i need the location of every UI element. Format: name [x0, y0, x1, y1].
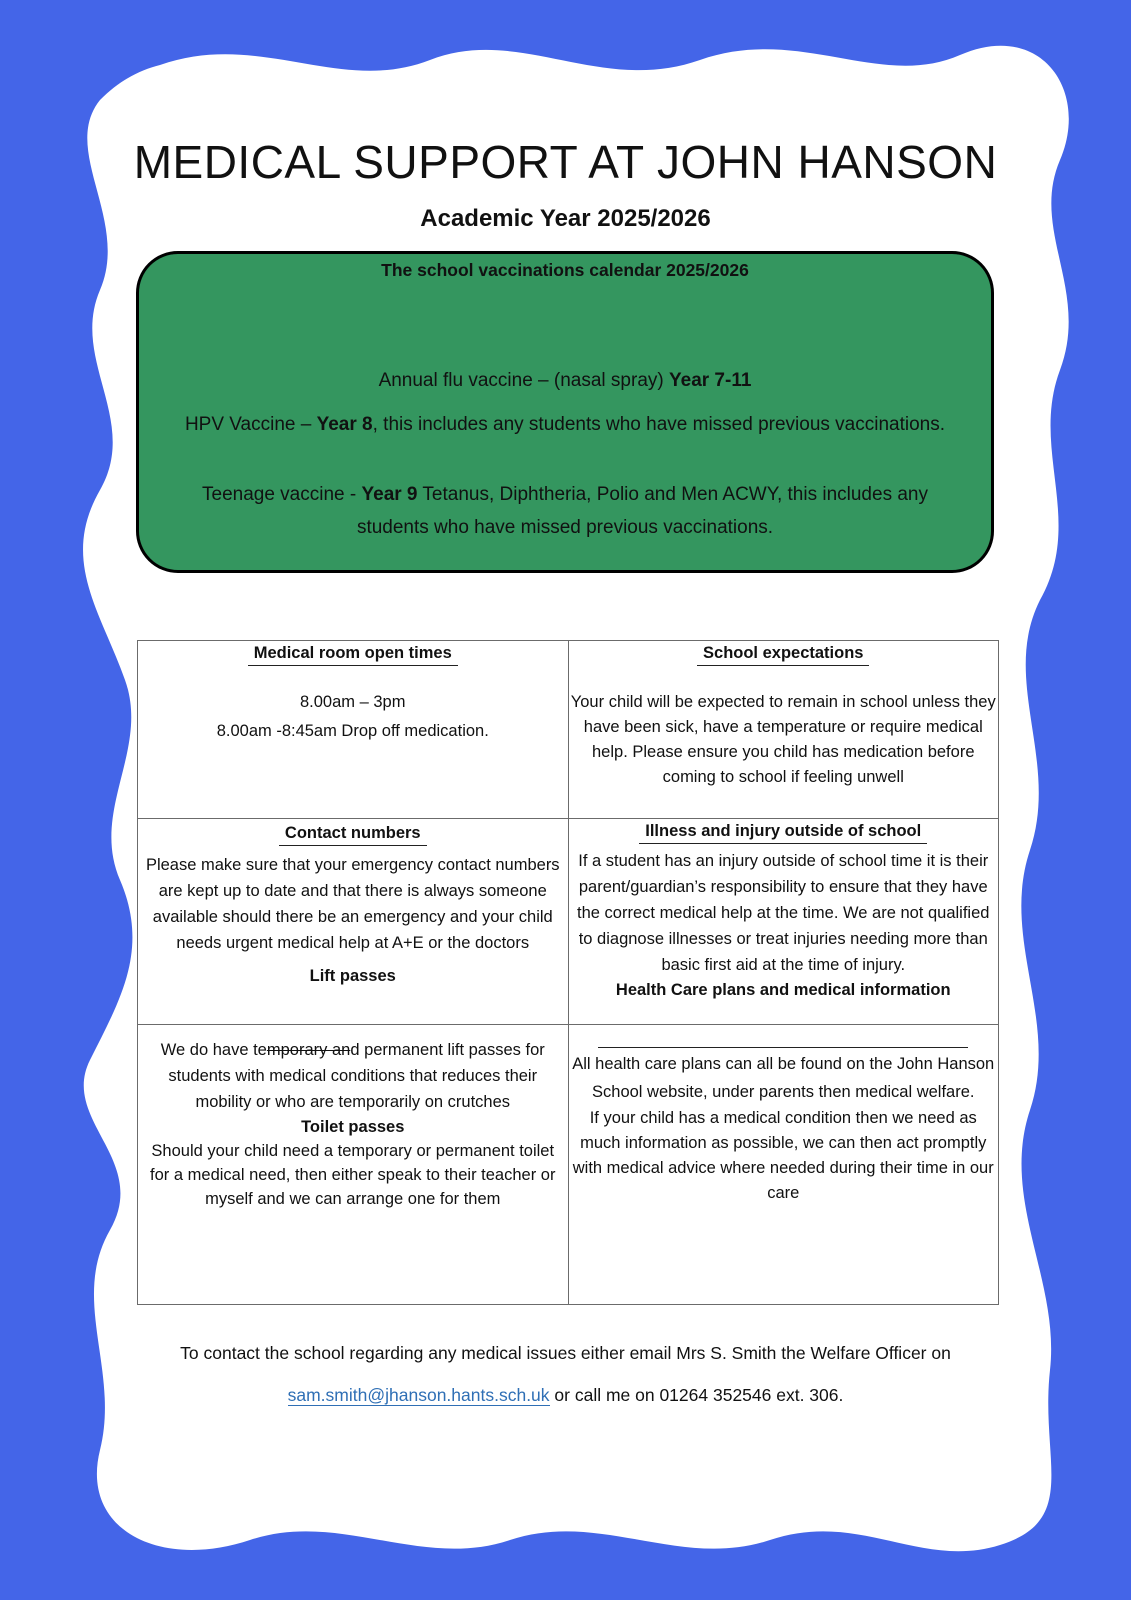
- medical-room-hours: 8.00am – 3pm: [300, 693, 406, 711]
- flu-vaccine-years: Year 7-11: [669, 370, 752, 391]
- vaccination-calendar-box: [136, 251, 994, 573]
- contact-numbers-heading: Contact numbers: [279, 821, 427, 846]
- lift-toilet-passes-cell: [138, 1025, 569, 1305]
- care-plans-heading: Health Care plans and medical information: [615, 981, 951, 999]
- medical-room-cell: [138, 641, 569, 819]
- illness-injury-cell: [568, 819, 999, 1025]
- illness-injury-text: If a student has an injury outside of school time it is their parent/guardian’s responsibility to ensure that they have the correct medical help at the time. We are not qualified to diagnose illnesses or treat injuries needing more than basic first aid at the time of injury.: [577, 852, 990, 974]
- flu-vaccine-line: [169, 366, 961, 396]
- phone-number-text: or call me on 01264 352546 ext. 306.: [549, 1385, 844, 1405]
- lift-passes-text-end: d permanent lift passes for students with medical conditions that reduces their mobility or who are temporarily on crutches: [168, 1041, 545, 1111]
- toilet-passes-heading: Toilet passes: [301, 1118, 405, 1136]
- contact-details: [0, 1385, 1131, 1406]
- lift-passes-text-start: We do have te: [160, 1041, 267, 1059]
- contact-numbers-text: Please make sure that your emergency contact numbers are kept up to date and that there is always someone available should there be an emergency and your child needs urgent medical help at A+E or the doctors: [145, 856, 560, 952]
- teen-vaccine-text: Teenage vaccine -: [202, 484, 362, 505]
- hpv-vaccine-years: Year 8: [316, 414, 373, 435]
- table-row: [138, 1025, 999, 1305]
- contact-numbers-cell: [138, 819, 569, 1025]
- teen-vaccine-line: [169, 478, 961, 544]
- lift-passes-heading: Lift passes: [309, 967, 396, 985]
- school-expectations-cell: [568, 641, 999, 819]
- teen-vaccine-details: Tetanus, Diphtheria, Polio and Men ACWY, this includes any students who have missed previous vaccinations.: [356, 484, 928, 538]
- toilet-passes-text: Should your child need a temporary or permanent toilet for a medical need, then either speak to their teacher or myself and we can arrange one for them: [150, 1142, 556, 1208]
- medical-info-table: [137, 640, 999, 1305]
- academic-year-subtitle: Academic Year 2025/2026: [420, 205, 711, 232]
- school-expectations-text: Your child will be expected to remain in school unless they have been sick, have a temperature or require medical help. Please ensure you child has medication before coming to school if feeling unwell: [570, 693, 996, 786]
- medical-condition-text: If your child has a medical condition then we need as much information as possible, we can then act promptly with medical advice where needed during their time in our care: [572, 1109, 994, 1202]
- medication-drop-off: 8.00am -8:45am Drop off medication.: [216, 722, 489, 740]
- lift-passes-text: [140, 1037, 566, 1115]
- contact-instructions: To contact the school regarding any medical issues either email Mrs S. Smith the Welfare Officer on: [180, 1343, 951, 1363]
- flu-vaccine-text: Annual flu vaccine – (nasal spray): [378, 370, 669, 391]
- table-row: [138, 819, 999, 1025]
- hpv-vaccine-text: HPV Vaccine –: [184, 414, 317, 435]
- struck-through-text: mporary an: [266, 1041, 351, 1059]
- illness-injury-heading: Illness and injury outside of school: [639, 819, 927, 844]
- medical-room-heading: Medical room open times: [248, 641, 458, 666]
- care-plans-cell: [568, 1025, 999, 1305]
- vaccination-calendar-title: The school vaccinations calendar 2025/2026: [381, 260, 749, 280]
- hpv-vaccine-line: [169, 410, 961, 440]
- page-title: MEDICAL SUPPORT AT JOHN HANSON: [133, 136, 998, 188]
- care-plans-divider: [598, 1047, 968, 1048]
- care-plans-text: All health care plans can all be found on the John Hanson School website, under parents then medical welfare.: [572, 1055, 995, 1101]
- hpv-vaccine-details: , this includes any students who have missed previous vaccinations.: [372, 414, 946, 435]
- welfare-officer-email-link[interactable]: sam.smith@jhanson.hants.sch.uk: [287, 1385, 550, 1405]
- teen-vaccine-years: Year 9: [361, 484, 418, 505]
- school-expectations-heading: School expectations: [697, 641, 869, 666]
- table-row: [138, 641, 999, 819]
